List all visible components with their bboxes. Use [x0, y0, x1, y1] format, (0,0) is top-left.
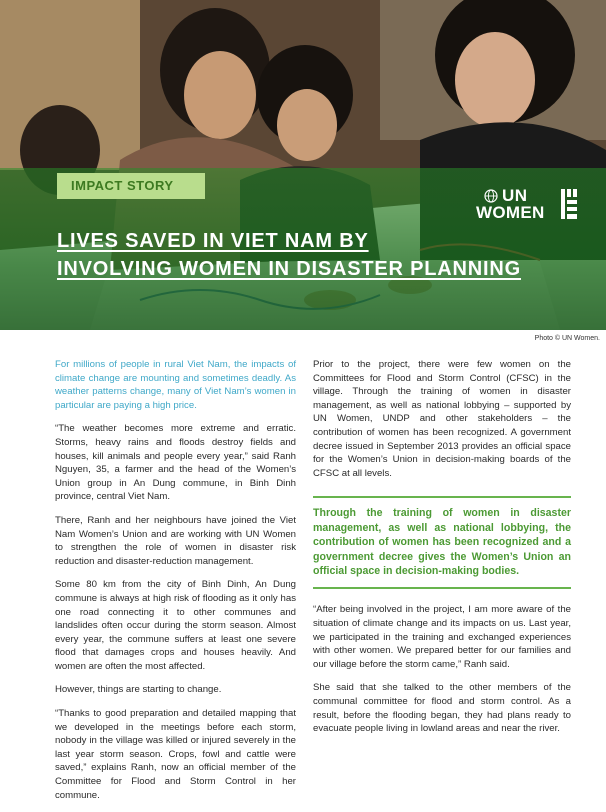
right-column — [313, 358, 571, 746]
logo-un-text: UN — [502, 186, 528, 205]
photo-credit: Photo © UN Women. — [534, 335, 600, 342]
pull-quote: Through the training of women in disaster management, as well as national lobbying, the contribution of women has been recognized and a government decree gives the Women’s Union an official space in decision-making bodies. — [313, 496, 571, 589]
un-women-logo — [476, 186, 586, 226]
body-paragraph: There, Ranh and her neighbours have joined the Viet Nam Women’s Union and are working with UN Women to strengthen the role of women in disaster risk reduction and disaster-reduction management. — [55, 514, 296, 567]
body-paragraph: Prior to the project, there were few women on the Committees for Flood and Storm Control (CFSC) in the village. Through the training of women in disaster management, as well as national lobbying – supported by UN Women, UNDP and other stakeholders – the contribution of women has been recognized. A government decree issued in September 2013 provides an official space for the Women’s Union in decision-making boards of the CFSC at all levels. — [313, 359, 571, 479]
lead-paragraph: For millions of people in rural Viet Nam, the impacts of climate change are mounting and sometimes deadly. As weather patterns change, many of Viet Nam’s women in particular are paying a high price. — [55, 359, 296, 411]
body-paragraph: However, things are starting to change. — [55, 684, 222, 696]
body-paragraph: “The weather becomes more extreme and erratic. Storms, heavy rains and floods destroy fields and houses, kill animals and people every year,” said Ranh Nguyen, 35, a farmer and the head of the Women’s Union group in An Dung commune, in Binh Dinh province, central Viet Nam. — [55, 423, 296, 503]
body-paragraph: “Thanks to good preparation and detailed mapping that we developed in the meetings before each storm, nobody in the village was killed or injured severely in the last year storm season. Crops, fowl and cattle were saved,” explains Ranh, now an official member of the Committee for Flood and Storm Control in her commune. — [55, 708, 296, 801]
body-paragraph: “After being involved in the project, I am more aware of the situation of climate change and its impacts on us. Last year, we participated in the training and exchanged experiences with other women. We prepared better for our families and our village before the storm came,” Ranh said. — [313, 604, 571, 670]
women-emblem-icon — [560, 188, 578, 220]
body-paragraph: She said that she talked to the other members of the communal committee for flood and storm control. As a result, before the flooding began, they had plans ready to evacuate people living in lowland areas and near the river. — [313, 682, 571, 735]
body-paragraph: Some 80 km from the city of Binh Dinh, An Dung commune is always at high risk of flooding as it only has one road connecting it to other communes and landslides often occur during the storm season. Almost every year, the commune suffers at least one severe flood that damages crops and houses heavily. And women are often the most affected. — [55, 579, 296, 672]
hero-photo — [0, 0, 606, 330]
left-column — [55, 358, 296, 812]
impact-story-tag: IMPACT STORY — [57, 173, 205, 199]
headline-line-2: INVOLVING WOMEN IN DISASTER PLANNING — [57, 258, 521, 280]
headline-line-1: LIVES SAVED IN VIET NAM BY — [57, 230, 369, 252]
logo-women-text: WOMEN — [476, 203, 545, 222]
un-globe-icon — [484, 189, 498, 203]
